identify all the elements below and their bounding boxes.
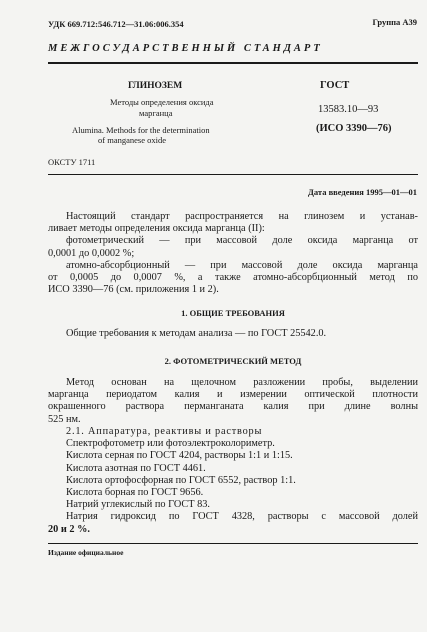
reagent-item: Кислота борная по ГОСТ 9656. <box>66 487 204 499</box>
gost-number: 13583.10—93 <box>318 104 379 115</box>
okstu-code: ОКСТУ 1711 <box>48 157 96 167</box>
method-line: Метод основан на щелочном разложении пробы, выделении <box>66 377 418 388</box>
intro-line: ИСО 3390—76 (см. приложения 1 и 2). <box>48 284 219 296</box>
reagent-item: Натрий углекислый по ГОСТ 83. <box>66 499 210 511</box>
standard-type: МЕЖГОСУДАРСТВЕННЫЙ СТАНДАРТ <box>48 43 323 54</box>
iso-number: (ИСО 3390—76) <box>316 123 392 134</box>
group-code: Группа А39 <box>372 17 417 27</box>
intro-line: ливает методы определения оксида марганца (II): <box>48 223 265 235</box>
reagent-item: 20 и 2 %. <box>48 523 90 535</box>
doc-title: ГЛИНОЗЕМ <box>128 81 183 91</box>
gost-label: ГОСТ <box>320 80 350 91</box>
intro-line: Настоящий стандарт распространяется на глинозем и устанав- <box>66 211 418 222</box>
intro-line: атомно-абсорбционный — при массовой доле оксида марганца <box>66 259 418 271</box>
title-rule <box>48 174 418 175</box>
method-line: 525 нм. <box>48 413 81 425</box>
header-rule <box>48 62 418 64</box>
reagent-item: Кислота ортофосфорная по ГОСТ 6552, раствор 1:1. <box>66 474 296 486</box>
intro-line: фотометрический — при массовой доле оксида марганца от <box>66 235 418 247</box>
intro-line: от 0,0005 до 0,0007 %, а также атомно-абсорбционный метод по <box>48 272 418 284</box>
method-line: марганца периодатом калия и измерении оптической плотности <box>48 389 418 401</box>
english-title-2: of manganese oxide <box>98 135 166 145</box>
section-2-heading: 2. ФОТОМЕТРИЧЕСКИЙ МЕТОД <box>164 356 302 366</box>
section-1-heading: 1. ОБЩИЕ ТРЕБОВАНИЯ <box>181 308 285 318</box>
reagent-item: Кислота азотная по ГОСТ 4461. <box>66 462 206 474</box>
effective-date: Дата введения 1995—01—01 <box>308 187 417 197</box>
method-line: окрашенного раствора перманганата калия при длине волны <box>48 401 418 413</box>
udk-code: УДК 669.712:546.712—31.06:006.354 <box>48 19 184 29</box>
intro-line: 0,0001 до 0,0002 %; <box>48 247 135 259</box>
doc-subtitle-1: Методы определения оксида <box>110 97 214 107</box>
english-title-1: Alumina. Methods for the determination <box>72 125 210 135</box>
reagent-item: Натрия гидроксид по ГОСТ 4328, растворы с массовой долей <box>66 511 418 523</box>
method-paragraph <box>48 377 418 426</box>
intro-paragraph <box>48 211 418 296</box>
reagents-list <box>48 426 418 536</box>
reagent-item: Кислота серная по ГОСТ 4204, растворы 1:1 и 1:15. <box>66 450 293 462</box>
doc-subtitle-2: марганца <box>139 108 173 118</box>
subsection-title: 2.1. Аппаратура, реактивы и растворы <box>66 426 263 437</box>
section-1-text: Общие требования к методам анализа — по ГОСТ 25542.0. <box>66 328 327 339</box>
reagent-item: Спектрофотометр или фотоэлектроколориметр. <box>66 438 275 450</box>
footer-rule <box>48 543 418 544</box>
official-edition-note: Издание официальное <box>48 548 124 557</box>
